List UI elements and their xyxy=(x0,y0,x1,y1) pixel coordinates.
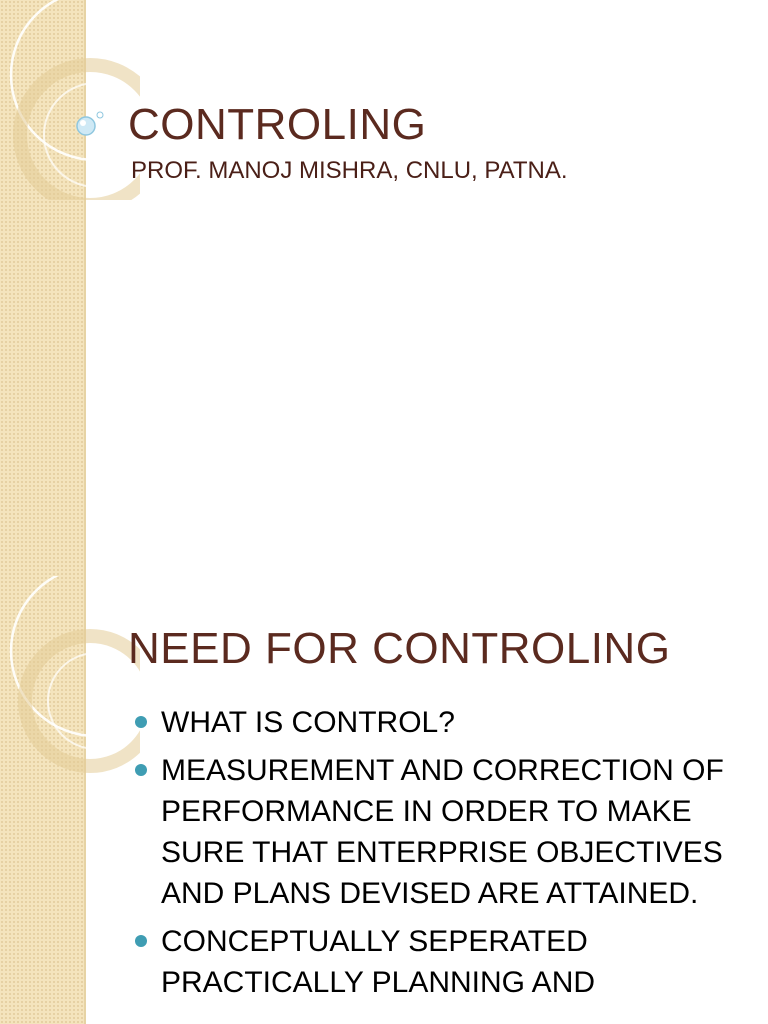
list-item xyxy=(133,750,758,914)
slide-title: CONTROLING xyxy=(128,100,427,149)
bullet-icon xyxy=(135,716,147,728)
bullet-list xyxy=(133,702,758,1010)
decorative-rings-icon xyxy=(0,0,140,200)
bullet-text: WHAT IS CONTROL? xyxy=(161,706,455,739)
content-slide xyxy=(0,576,768,1024)
list-item xyxy=(133,921,758,1003)
list-item xyxy=(133,702,758,743)
slide-title: NEED FOR CONTROLING xyxy=(128,624,671,673)
slide-subtitle: PROF. MANOJ MISHRA, CNLU, PATNA. xyxy=(131,157,568,184)
bullet-text: MEASUREMENT AND CORRECTION OF PERFORMANCE IN ORDER TO MAKE SURE THAT ENTERPRISE OBJECTIVES AND PLANS DEVISED ARE ATTAINED. xyxy=(161,754,724,910)
decorative-rings-icon xyxy=(0,576,140,776)
bullet-text: CONCEPTUALLY SEPERATED PRACTICALLY PLANNING AND xyxy=(161,925,596,999)
bullet-icon xyxy=(135,935,147,947)
bullet-icon xyxy=(135,764,147,776)
